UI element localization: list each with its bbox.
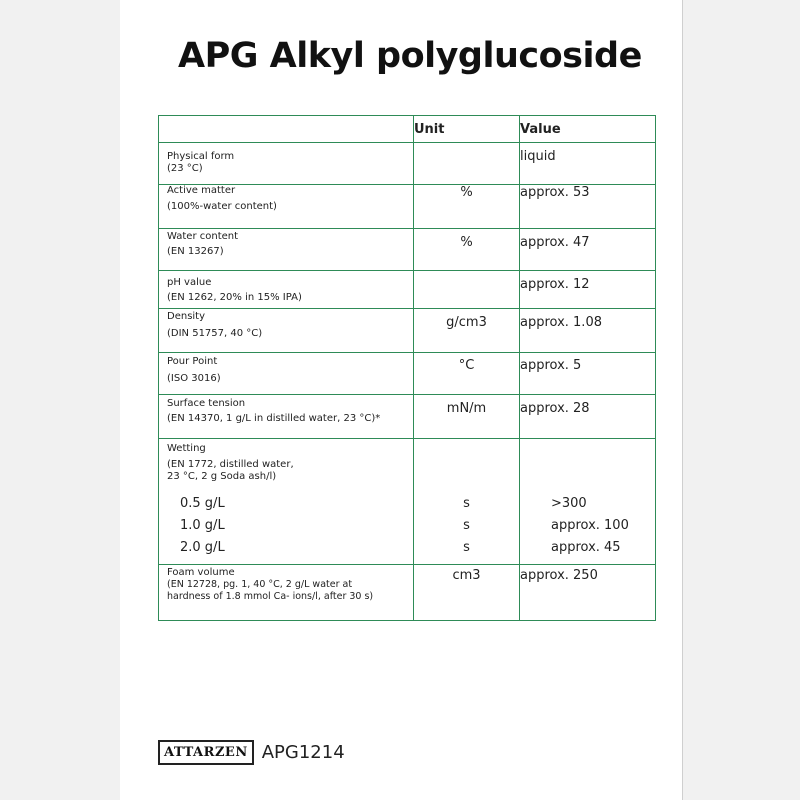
value-cell: approx. 1.08: [520, 309, 656, 353]
property-name: Pour Point: [167, 356, 218, 367]
unit-cell: mN/m: [414, 395, 520, 439]
property-name: Water content: [167, 231, 239, 242]
property-name: Physical form: [167, 151, 235, 162]
wetting-value: approx. 100: [551, 518, 629, 533]
table-row: [159, 271, 656, 309]
table-row: [159, 309, 656, 353]
property-cell: [159, 353, 414, 395]
unit-cell: %: [414, 185, 520, 229]
unit-header: Unit: [414, 116, 520, 143]
page-title: APG Alkyl polyglucoside: [178, 36, 642, 76]
property-name: Wetting: [167, 443, 206, 454]
property-note-line: (EN 12728, pg. 1, 40 °C, 2 g/L water at: [167, 579, 353, 590]
property-note: (100%-water content): [167, 201, 277, 212]
property-note: (DIN 51757, 40 °C): [167, 328, 263, 339]
unit-cell: %: [414, 229, 520, 271]
value-cell: liquid: [520, 143, 656, 185]
property-cell: [159, 565, 414, 621]
table-row: [159, 229, 656, 271]
table-row: [159, 395, 656, 439]
property-name: Density: [167, 311, 206, 322]
table-row: [159, 353, 656, 395]
wetting-concentration: 2.0 g/L: [180, 540, 225, 555]
property-header: [159, 116, 414, 143]
property-name: Foam volume: [167, 567, 235, 578]
property-name: Surface tension: [167, 398, 246, 409]
spec-table: [158, 115, 656, 621]
property-cell: [159, 395, 414, 439]
property-note-line: (EN 1772, distilled water,: [167, 459, 294, 470]
property-note: (EN 14370, 1 g/L in distilled water, 23 °C)*: [167, 413, 381, 424]
unit-cell: [414, 439, 520, 565]
property-cell: [159, 439, 414, 565]
table-row: [159, 185, 656, 229]
unit-cell: g/cm3: [414, 309, 520, 353]
property-note: (EN 13267): [167, 246, 224, 257]
value-cell: approx. 47: [520, 229, 656, 271]
value-cell: approx. 53: [520, 185, 656, 229]
property-cell: [159, 143, 414, 185]
product-code: APG1214: [261, 742, 345, 763]
brand-logo: ATTARZEN: [158, 740, 254, 765]
value-cell: [520, 439, 656, 565]
property-cell: [159, 271, 414, 309]
unit-cell: [414, 143, 520, 185]
wetting-row: [159, 439, 656, 565]
wetting-unit: s: [463, 540, 470, 555]
wetting-concentration: 0.5 g/L: [180, 496, 225, 511]
property-name: Active matter: [167, 185, 236, 196]
wetting-value: approx. 45: [551, 540, 621, 555]
property-name: pH value: [167, 277, 212, 288]
property-note-line: 23 °C, 2 g Soda ash/l): [167, 471, 277, 482]
table-header-row: [159, 116, 656, 143]
property-cell: [159, 229, 414, 271]
unit-cell: [414, 271, 520, 309]
property-cell: [159, 185, 414, 229]
wetting-concentration: 1.0 g/L: [180, 518, 225, 533]
value-cell: approx. 28: [520, 395, 656, 439]
value-cell: approx. 250: [520, 565, 656, 621]
wetting-unit: s: [463, 518, 470, 533]
unit-cell: °C: [414, 353, 520, 395]
foam-row: [159, 565, 656, 621]
wetting-value: >300: [551, 496, 587, 511]
value-cell: approx. 5: [520, 353, 656, 395]
value-header: Value: [520, 116, 656, 143]
value-cell: approx. 12: [520, 271, 656, 309]
unit-cell: cm3: [414, 565, 520, 621]
property-note-line: hardness of 1.8 mmol Ca- ions/l, after 30 s): [167, 591, 374, 602]
footer: [158, 740, 345, 765]
wetting-unit: s: [463, 496, 470, 511]
property-note: (ISO 3016): [167, 373, 221, 384]
property-cell: [159, 309, 414, 353]
property-note: (EN 1262, 20% in 15% IPA): [167, 292, 302, 303]
page-edge: [682, 0, 683, 800]
table-row: [159, 143, 656, 185]
property-note: (23 °C): [167, 163, 203, 174]
